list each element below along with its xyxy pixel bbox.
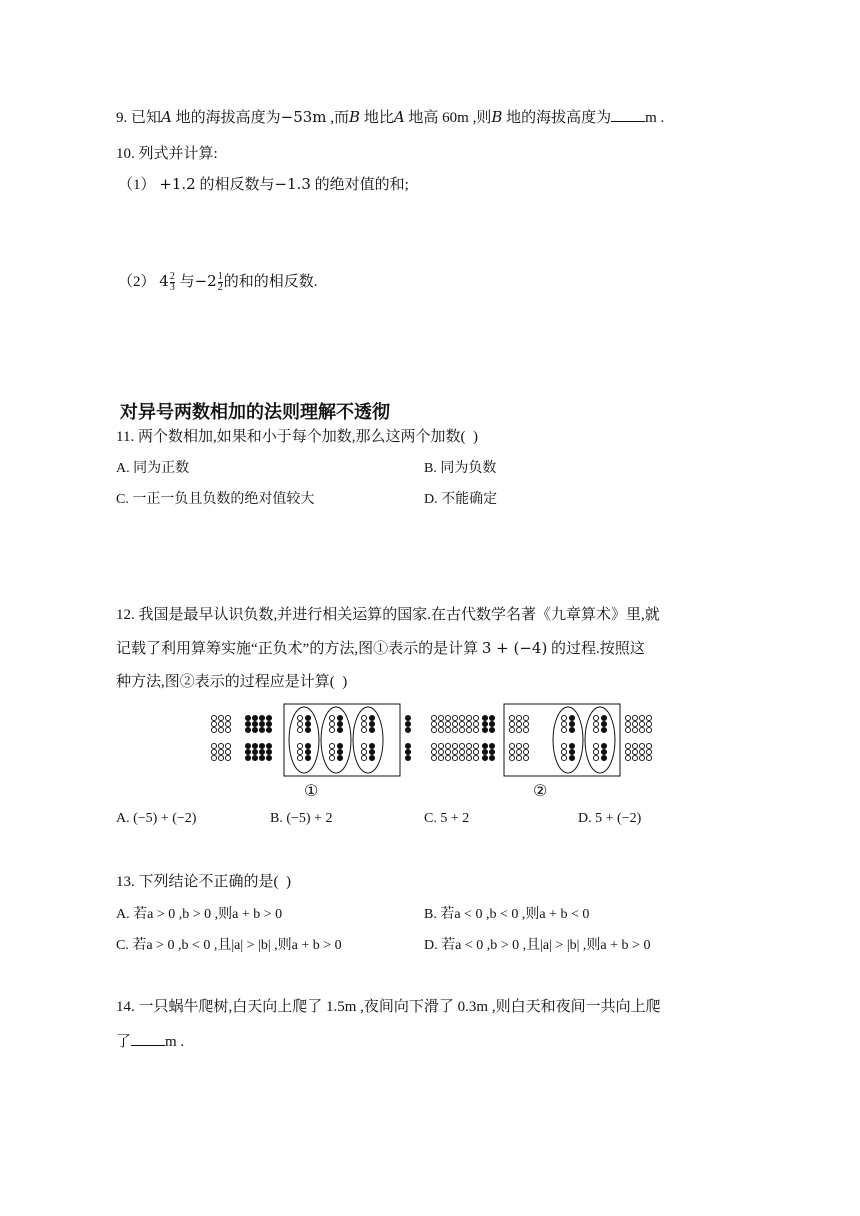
option-a[interactable]: A. 同为正数 — [116, 461, 190, 476]
var-B: B — [491, 108, 503, 126]
option-c[interactable]: C. 若a > 0 ,b < 0 ,且|a| > |b| ,则a + b > 0 — [116, 938, 342, 953]
part-label: （1） — [118, 177, 156, 193]
white-dot — [459, 721, 464, 726]
white-dot — [625, 743, 630, 748]
black-dot — [601, 755, 606, 760]
white-dot — [639, 749, 644, 754]
pairing-ellipse — [321, 707, 351, 773]
value: 4 — [159, 272, 169, 290]
white-dot — [466, 727, 471, 732]
white-dot — [452, 743, 457, 748]
white-dot — [473, 715, 478, 720]
figure-2-frame — [504, 704, 620, 776]
black-dot — [489, 727, 494, 732]
q9-text: 已知 — [131, 110, 162, 126]
white-dot — [561, 727, 566, 732]
black-dot — [259, 743, 264, 748]
white-dot — [211, 727, 216, 732]
white-dot — [329, 727, 334, 732]
black-dot — [259, 715, 264, 720]
section-heading: 对异号两数相加的法则理解不透彻 — [120, 402, 390, 423]
white-dot — [523, 727, 528, 732]
black-dot — [369, 721, 374, 726]
white-dot — [225, 727, 230, 732]
white-dot — [561, 749, 566, 754]
black-dot — [252, 749, 257, 754]
white-dot — [516, 743, 521, 748]
counting-rods-drawing — [211, 704, 651, 776]
white-dot — [523, 743, 528, 748]
white-dot — [459, 727, 464, 732]
question-13: 13. 下列结论不正确的是( ) — [116, 874, 291, 890]
white-dot — [561, 755, 566, 760]
black-dot — [569, 715, 574, 720]
white-dot — [632, 749, 637, 754]
pairing-ellipse — [585, 707, 615, 773]
part-text: 与 — [179, 274, 195, 290]
black-dot — [259, 749, 264, 754]
white-dot — [329, 755, 334, 760]
black-dot — [601, 727, 606, 732]
white-dot — [438, 715, 443, 720]
white-dot — [445, 721, 450, 726]
black-dot — [489, 755, 494, 760]
figure-1-label: ① — [304, 783, 319, 800]
white-dot — [431, 715, 436, 720]
white-dot — [625, 715, 630, 720]
white-dot — [445, 749, 450, 754]
white-dot — [632, 715, 637, 720]
white-dot — [211, 749, 216, 754]
black-dot — [305, 755, 310, 760]
option-c[interactable]: C. 5 + 2 — [424, 811, 470, 826]
white-dot — [445, 715, 450, 720]
white-dot — [445, 727, 450, 732]
black-dot — [482, 715, 487, 720]
white-dot — [639, 715, 644, 720]
black-dot — [245, 743, 250, 748]
white-dot — [438, 749, 443, 754]
white-dot — [523, 755, 528, 760]
white-dot — [225, 755, 230, 760]
black-dot — [405, 749, 410, 754]
white-dot — [561, 743, 566, 748]
white-dot — [297, 755, 302, 760]
white-dot — [523, 749, 528, 754]
white-dot — [431, 721, 436, 726]
q9-text: 地比 — [363, 110, 394, 126]
black-dot — [405, 715, 410, 720]
white-dot — [473, 755, 478, 760]
white-dot — [452, 721, 457, 726]
white-dot — [459, 755, 464, 760]
black-dot — [252, 721, 257, 726]
white-dot — [211, 743, 216, 748]
white-dot — [632, 755, 637, 760]
expression: 3 + (−4) — [481, 639, 548, 657]
black-dot — [569, 721, 574, 726]
question-10-part-2 — [118, 270, 317, 293]
option-a[interactable]: A. 若a > 0 ,b > 0 ,则a + b > 0 — [116, 907, 283, 922]
white-dot — [438, 727, 443, 732]
black-dot — [337, 721, 342, 726]
white-dot — [218, 715, 223, 720]
pairing-ellipse — [353, 707, 383, 773]
white-dot — [646, 727, 651, 732]
white-dot — [632, 727, 637, 732]
black-dot — [259, 721, 264, 726]
white-dot — [329, 749, 334, 754]
black-dot — [252, 727, 257, 732]
white-dot — [459, 715, 464, 720]
black-dot — [245, 749, 250, 754]
part-label: （2） — [118, 274, 156, 290]
white-dot — [646, 721, 651, 726]
black-dot — [337, 743, 342, 748]
black-dot — [266, 721, 271, 726]
fraction — [170, 272, 175, 293]
white-dot — [509, 721, 514, 726]
black-dot — [369, 727, 374, 732]
q12-text: 的过程.按照这 — [551, 641, 645, 657]
white-dot — [625, 727, 630, 732]
white-dot — [297, 743, 302, 748]
option-c[interactable]: C. 一正一负且负数的绝对值较大 — [116, 492, 315, 507]
white-dot — [297, 721, 302, 726]
black-dot — [601, 715, 606, 720]
white-dot — [509, 755, 514, 760]
figure-2-label: ② — [533, 783, 548, 800]
value: +1.2 — [159, 175, 196, 193]
black-dot — [245, 727, 250, 732]
option-d[interactable]: D. 5 + (−2) — [578, 811, 642, 826]
white-dot — [361, 715, 366, 720]
question-number: 9. — [116, 110, 128, 126]
black-dot — [601, 743, 606, 748]
black-dot — [266, 727, 271, 732]
option-b[interactable]: B. (−5) + 2 — [270, 811, 333, 826]
white-dot — [646, 749, 651, 754]
black-dot — [266, 755, 271, 760]
black-dot — [337, 749, 342, 754]
white-dot — [646, 743, 651, 748]
white-dot — [329, 743, 334, 748]
option-b[interactable]: B. 同为负数 — [424, 461, 497, 476]
white-dot — [452, 715, 457, 720]
white-dot — [211, 721, 216, 726]
fraction — [218, 272, 223, 293]
white-dot — [523, 721, 528, 726]
counting-rods-figure — [200, 700, 670, 782]
var-B: B — [349, 108, 361, 126]
black-dot — [305, 721, 310, 726]
black-dot — [601, 721, 606, 726]
white-dot — [509, 749, 514, 754]
white-dot — [639, 721, 644, 726]
black-dot — [305, 749, 310, 754]
black-dot — [305, 727, 310, 732]
black-dot — [482, 727, 487, 732]
part-text: 的相反数与 — [199, 177, 275, 193]
white-dot — [625, 721, 630, 726]
option-b[interactable]: B. 若a < 0 ,b < 0 ,则a + b < 0 — [424, 907, 590, 922]
question-14-line-1: 14. 一只蜗牛爬树,白天向上爬了 1.5m ,夜间向下滑了 0.3m ,则白天和夜间一共向上爬 — [116, 999, 661, 1015]
white-dot — [211, 755, 216, 760]
white-dot — [459, 749, 464, 754]
white-dot — [466, 755, 471, 760]
white-dot — [473, 743, 478, 748]
white-dot — [593, 749, 598, 754]
black-dot — [252, 755, 257, 760]
white-dot — [459, 743, 464, 748]
option-d[interactable]: D. 不能确定 — [424, 492, 498, 507]
option-a[interactable]: A. (−5) + (−2) — [116, 811, 197, 826]
white-dot — [561, 715, 566, 720]
white-dot — [329, 721, 334, 726]
black-dot — [569, 755, 574, 760]
white-dot — [211, 715, 216, 720]
white-dot — [473, 721, 478, 726]
white-dot — [646, 755, 651, 760]
black-dot — [266, 749, 271, 754]
white-dot — [561, 721, 566, 726]
white-dot — [218, 749, 223, 754]
var-A: A — [393, 108, 405, 126]
numerator: 1 — [217, 271, 223, 283]
black-dot — [369, 755, 374, 760]
white-dot — [361, 727, 366, 732]
white-dot — [218, 727, 223, 732]
denominator: 2 — [217, 282, 223, 294]
white-dot — [466, 721, 471, 726]
black-dot — [337, 715, 342, 720]
black-dot — [489, 721, 494, 726]
white-dot — [625, 749, 630, 754]
white-dot — [516, 715, 521, 720]
question-12-line-1: 12. 我国是最早认识负数,并进行相关运算的国家.在古代数学名著《九章算术》里,就 — [116, 607, 660, 623]
white-dot — [473, 727, 478, 732]
black-dot — [252, 743, 257, 748]
white-dot — [516, 749, 521, 754]
black-dot — [482, 749, 487, 754]
q14-text: m . — [165, 1034, 185, 1050]
white-dot — [225, 721, 230, 726]
white-dot — [639, 743, 644, 748]
white-dot — [218, 743, 223, 748]
value-altitude: −53m — [280, 108, 327, 126]
white-dot — [593, 715, 598, 720]
white-dot — [632, 743, 637, 748]
white-dot — [452, 727, 457, 732]
white-dot — [646, 715, 651, 720]
numerator: 2 — [169, 271, 175, 283]
white-dot — [466, 743, 471, 748]
white-dot — [297, 727, 302, 732]
white-dot — [523, 715, 528, 720]
white-dot — [639, 727, 644, 732]
option-d[interactable]: D. 若a < 0 ,b > 0 ,且|a| > |b| ,则a + b > 0 — [424, 938, 651, 953]
white-dot — [625, 755, 630, 760]
white-dot — [361, 721, 366, 726]
black-dot — [482, 721, 487, 726]
black-dot — [405, 727, 410, 732]
white-dot — [466, 715, 471, 720]
answer-blank[interactable] — [611, 107, 645, 122]
white-dot — [632, 721, 637, 726]
white-dot — [509, 743, 514, 748]
white-dot — [639, 755, 644, 760]
black-dot — [245, 755, 250, 760]
black-dot — [369, 715, 374, 720]
white-dot — [473, 749, 478, 754]
white-dot — [361, 743, 366, 748]
white-dot — [225, 749, 230, 754]
q9-text: ,而 — [330, 110, 350, 126]
white-dot — [297, 749, 302, 754]
question-9 — [116, 106, 664, 127]
white-dot — [593, 721, 598, 726]
black-dot — [305, 743, 310, 748]
white-dot — [466, 749, 471, 754]
black-dot — [369, 743, 374, 748]
white-dot — [593, 743, 598, 748]
black-dot — [405, 743, 410, 748]
white-dot — [516, 727, 521, 732]
black-dot — [245, 715, 250, 720]
white-dot — [297, 715, 302, 720]
q9-text: 地的海拔高度为 — [175, 110, 281, 126]
black-dot — [489, 715, 494, 720]
black-dot — [305, 715, 310, 720]
black-dot — [489, 749, 494, 754]
pairing-ellipse — [289, 707, 319, 773]
white-dot — [225, 743, 230, 748]
question-12-line-3: 种方法,图②表示的过程应是计算( ) — [116, 674, 348, 690]
black-dot — [259, 755, 264, 760]
black-dot — [369, 749, 374, 754]
white-dot — [452, 749, 457, 754]
white-dot — [431, 749, 436, 754]
black-dot — [601, 749, 606, 754]
value: −1.3 — [274, 175, 311, 193]
white-dot — [593, 727, 598, 732]
black-dot — [266, 715, 271, 720]
black-dot — [482, 755, 487, 760]
q12-text: 记载了利用算筹实施“正负术”的方法,图①表示的是计算 — [116, 641, 479, 657]
white-dot — [509, 715, 514, 720]
black-dot — [337, 727, 342, 732]
white-dot — [361, 749, 366, 754]
pairing-ellipse — [553, 707, 583, 773]
black-dot — [252, 715, 257, 720]
question-12-line-2 — [116, 637, 645, 658]
part-text: 的绝对值的和; — [314, 177, 409, 193]
white-dot — [431, 743, 436, 748]
q9-text: m . — [645, 110, 665, 126]
black-dot — [245, 721, 250, 726]
question-10: 10. 列式并计算: — [116, 146, 218, 162]
white-dot — [218, 721, 223, 726]
black-dot — [405, 755, 410, 760]
white-dot — [509, 727, 514, 732]
white-dot — [431, 727, 436, 732]
white-dot — [516, 755, 521, 760]
white-dot — [445, 755, 450, 760]
white-dot — [225, 715, 230, 720]
white-dot — [329, 715, 334, 720]
white-dot — [438, 755, 443, 760]
black-dot — [266, 743, 271, 748]
question-10-part-1 — [118, 173, 409, 194]
black-dot — [337, 755, 342, 760]
q9-text: 地的海拔高度为 — [506, 110, 612, 126]
question-11: 11. 两个数相加,如果和小于每个加数,那么这两个加数( ) — [116, 429, 478, 445]
white-dot — [452, 755, 457, 760]
black-dot — [489, 743, 494, 748]
white-dot — [218, 755, 223, 760]
white-dot — [431, 755, 436, 760]
black-dot — [569, 743, 574, 748]
q14-text: 了 — [116, 1034, 132, 1050]
part-text: 的和的相反数. — [223, 274, 318, 290]
white-dot — [593, 755, 598, 760]
white-dot — [516, 721, 521, 726]
white-dot — [438, 721, 443, 726]
var-A: A — [161, 108, 172, 126]
answer-blank[interactable] — [131, 1031, 165, 1046]
black-dot — [569, 727, 574, 732]
white-dot — [445, 743, 450, 748]
value: −2 — [194, 272, 217, 290]
q9-text: 地高 60m ,则 — [408, 110, 492, 126]
black-dot — [569, 749, 574, 754]
black-dot — [405, 721, 410, 726]
black-dot — [482, 743, 487, 748]
denominator: 3 — [169, 282, 175, 294]
question-14-line-2 — [116, 1030, 184, 1051]
white-dot — [361, 755, 366, 760]
white-dot — [438, 743, 443, 748]
black-dot — [259, 727, 264, 732]
